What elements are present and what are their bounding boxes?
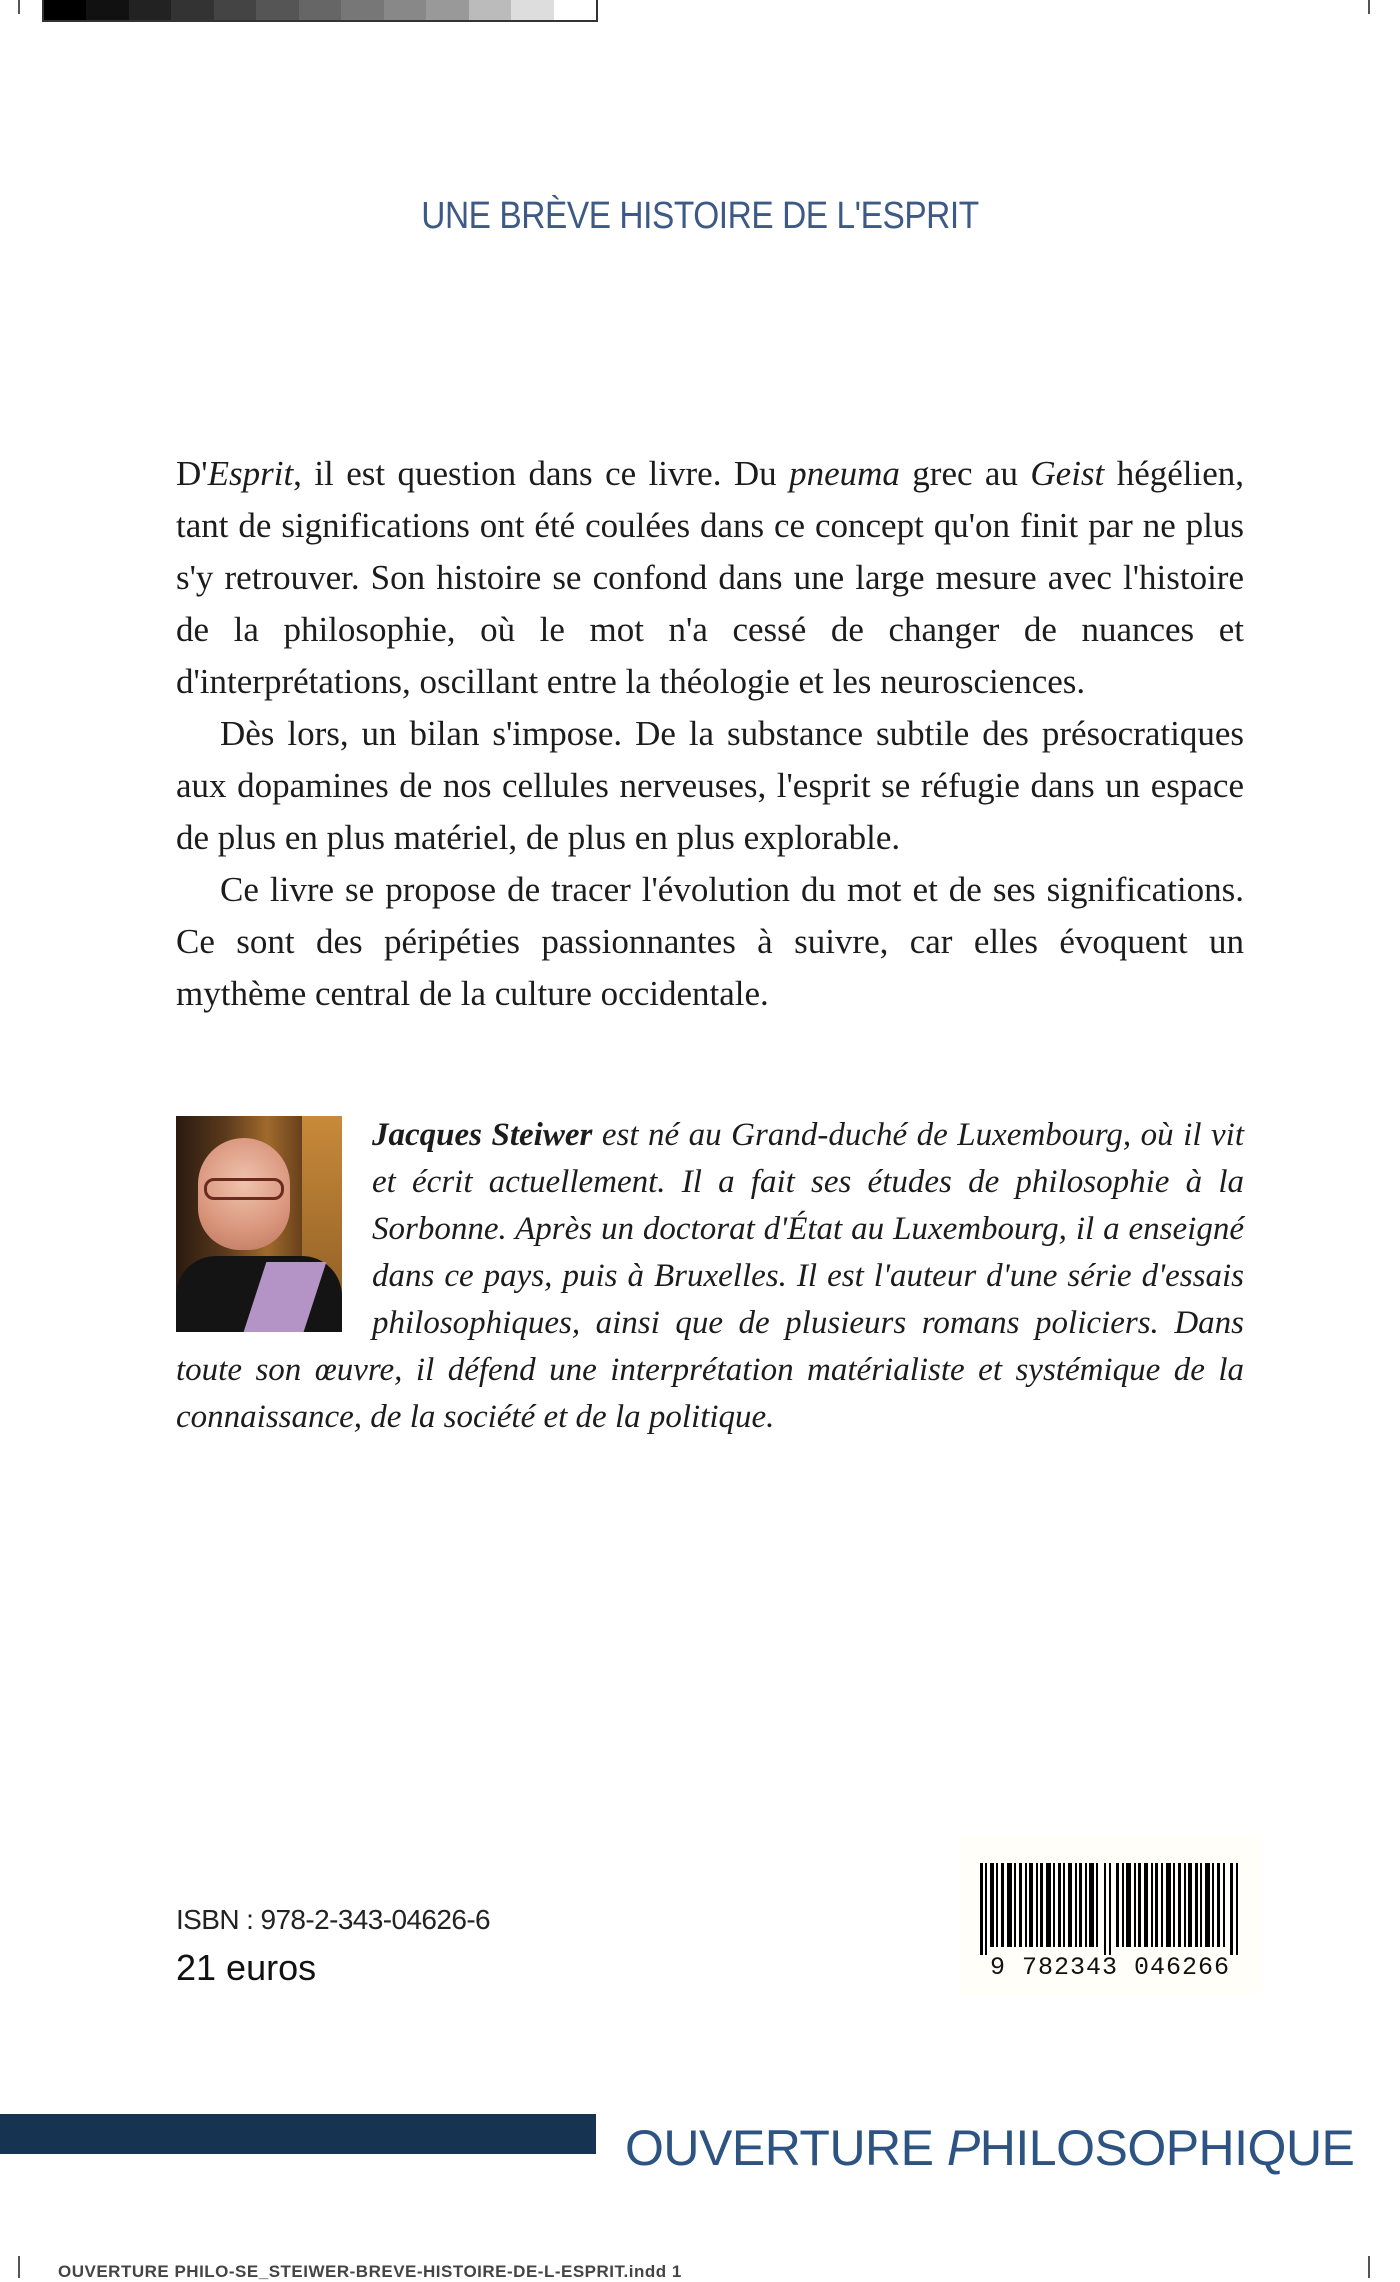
series-color-bar [0,2114,596,2154]
author-bio [176,1112,1244,1441]
blurb-text: grec au [899,454,1031,493]
series-name-part: HILOSOPHIQUE [979,2120,1355,2176]
price: 21 euros [176,1947,317,1988]
crop-mark-top-left [18,0,20,14]
series-name-part: OUVERTURE [625,2120,947,2176]
author-photo [176,1116,342,1332]
series-name [625,2118,1354,2178]
blurb-term-geist: Geist [1030,454,1105,493]
crop-mark-bottom-right [1368,2256,1370,2278]
back-cover-blurb [176,448,1244,1020]
crop-mark-bottom-left [18,2256,20,2278]
barcode-bars [978,1863,1242,1955]
print-slug-line: OUVERTURE PHILO-SE_STEIWER-BREVE-HISTOIRE-DE-L-ESPRIT.indd 1 [58,2262,682,2281]
blurb-text: , il est question dans ce livre. Du [293,454,790,493]
barcode [960,1835,1260,1995]
book-title: UNE BRÈVE HISTOIRE DE L'ESPRIT [421,195,979,237]
blurb-paragraph-2: Dès lors, un bilan s'impose. De la substance subtile des présocratiques aux dopamines de nos cellules nerveuses, l'esprit se réfugie dans un espace de plus en plus matériel, de plus en plus explorable. [176,714,1244,857]
blurb-paragraph-3: Ce livre se propose de tracer l'évolution du mot et de ses significations. Ce sont des péripéties passionnantes à suivre, car elles évoquent un mythème central de la culture occidentale. [176,870,1244,1013]
barcode-digits: 9 782343 046266 [989,1953,1231,1982]
blurb-term-pneuma: pneuma [789,454,900,493]
blurb-text: hégélien, tant de significations ont été coulées dans ce concept qu'on finit par ne plus s'y retrouver. Son histoire se confond dans une large mesure avec l'histoire de la philosophie, où le mot n'a cessé de changer de nuances et d'interprétations, oscillant entre la théologie et les neurosciences. [176,454,1244,701]
blurb-paragraph-1 [176,448,1244,708]
author-bio-text: est né au Grand-duché de Luxembourg, où il vit et écrit actuellement. Il a fait ses études de philosophie à la Sorbonne. Après un doctorat d'État au Luxembourg, il a enseigné dans ce pays, puis à Bruxelles. Il est l'auteur d'une série d'essais philosophiques, ainsi que de plusieurs romans policiers. Dans toute son œuvre, il défend une interprétation matérialiste et systémique de la connaissance, de la société et de la politique. [176,1117,1245,1435]
color-calibration-strip [42,0,598,22]
crop-mark-top-right [1368,0,1370,14]
isbn: ISBN : 978-2-343-04626-6 [176,1904,491,1935]
author-name: Jacques Steiwer [372,1117,593,1153]
series-name-initial: P [946,2120,980,2176]
blurb-text: D' [176,454,208,493]
blurb-term-esprit: Esprit [207,454,294,493]
